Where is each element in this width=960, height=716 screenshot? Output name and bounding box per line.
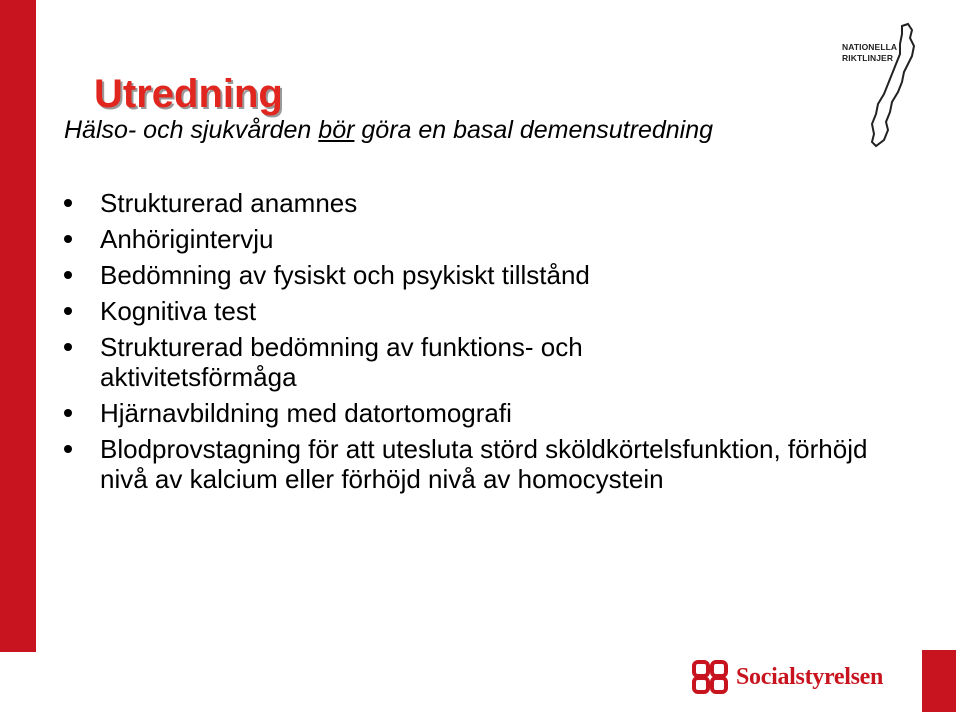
- bullet-icon: [64, 445, 72, 453]
- slide-title: Utredning: [94, 72, 283, 116]
- bullet-icon: [64, 343, 72, 351]
- bullet-item: [64, 224, 904, 254]
- bullet-text: Kognitiva test: [100, 296, 257, 326]
- bullet-item: [64, 332, 700, 392]
- subtitle-text-start: Hälso- och sjukvården: [64, 116, 319, 144]
- socialstyrelsen-logo: [690, 654, 890, 700]
- bullet-item: [64, 434, 904, 494]
- bullet-item: [64, 188, 904, 218]
- bullet-icon: [64, 271, 72, 279]
- bullet-icon: [64, 409, 72, 417]
- bullet-text: Hjärnavbildning med datortomografi: [100, 398, 512, 428]
- logo-text-line1: NATIONELLA: [842, 42, 898, 52]
- nationella-riktlinjer-logo: [842, 20, 928, 150]
- sweden-map-icon: [842, 20, 928, 150]
- socialstyrelsen-wordmark: Socialstyrelsen: [736, 664, 884, 690]
- bullet-text: Strukturerad anamnes: [100, 188, 358, 218]
- left-accent-bar: [0, 0, 36, 652]
- bullet-icon: [64, 235, 72, 243]
- bullet-item: [64, 398, 904, 428]
- bullet-text: Anhörigintervju: [100, 224, 274, 254]
- slide-subtitle: [64, 114, 713, 146]
- corner-accent-block: [922, 650, 956, 712]
- logo-text-line2: RIKTLINJER: [842, 53, 894, 63]
- socialstyrelsen-emblem-icon: [690, 658, 734, 698]
- bullet-item: [64, 260, 904, 290]
- bullet-text: Bedömning av fysiskt och psykiskt tillstånd: [100, 260, 590, 290]
- bullet-list: [64, 188, 904, 500]
- subtitle-text-end: göra en basal demensutredning: [354, 116, 714, 144]
- bullet-item: [64, 296, 904, 326]
- bullet-text: Strukturerad bedömning av funktions- och aktivitetsförmåga: [100, 332, 583, 392]
- bullet-text: Blodprovstagning för att utesluta störd sköldkörtelsfunktion, förhöjd nivå av kalcium eller förhöjd nivå av homocystein: [100, 434, 868, 494]
- bullet-icon: [64, 199, 72, 207]
- bullet-icon: [64, 307, 72, 315]
- subtitle-emphasis: bör: [318, 116, 355, 144]
